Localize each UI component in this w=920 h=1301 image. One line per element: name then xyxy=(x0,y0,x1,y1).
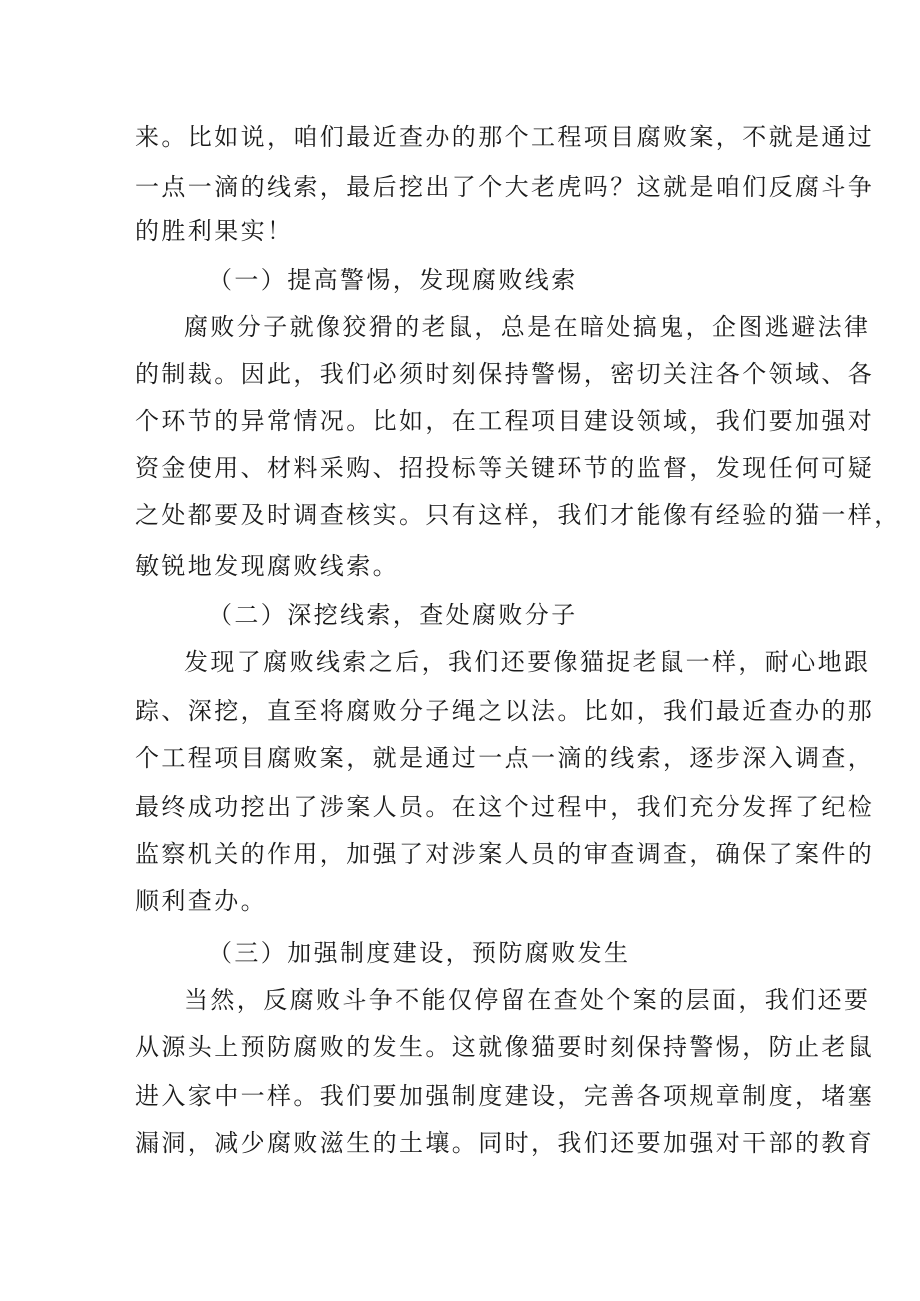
paragraph-line: 一点一滴的线索，最后挖出了个大老虎吗？这就是咱们反腐斗争 xyxy=(135,173,875,201)
paragraph-line: 腐败分子就像狡猾的老鼠，总是在暗处搞鬼，企图逃避法律 xyxy=(184,313,871,341)
paragraph-line: 资金使用、材料采购、招投标等关键环节的监督，发现任何可疑 xyxy=(135,454,875,482)
paragraph-line: 漏洞，减少腐败滋生的土壤。同时，我们还要加强对干部的教育 xyxy=(135,1129,875,1157)
paragraph-line: 的制裁。因此，我们必须时刻保持警惕，密切关注各个领域、各 xyxy=(135,360,875,388)
section-heading-3: （三）加强制度建设，预防腐败发生 xyxy=(208,939,631,967)
paragraph-line: 当然，反腐败斗争不能仅停留在查处个案的层面，我们还要 xyxy=(184,986,871,1014)
paragraph-line: 个工程项目腐败案，就是通过一点一滴的线索，逐步深入调查， xyxy=(135,744,875,772)
section-heading-2: （二）深挖线索，查处腐败分子 xyxy=(208,601,578,629)
paragraph-line: 踪、深挖，直至将腐败分子绳之以法。比如，我们最近查办的那 xyxy=(135,697,875,725)
section-heading-1: （一）提高警惕，发现腐败线索 xyxy=(208,266,578,294)
paragraph-line: 最终成功挖出了涉案人员。在这个过程中，我们充分发挥了纪检 xyxy=(135,793,875,821)
paragraph-line: 发现了腐败线索之后，我们还要像猫捉老鼠一样，耐心地跟 xyxy=(184,648,871,676)
paragraph-line: 来。比如说，咱们最近查办的那个工程项目腐败案，不就是通过 xyxy=(135,123,875,151)
paragraph-line: 之处都要及时调查核实。只有这样，我们才能像有经验的猫一样， xyxy=(135,501,901,529)
paragraph-line: 个环节的异常情况。比如，在工程项目建设领域，我们要加强对 xyxy=(135,407,875,435)
paragraph-line: 顺利查办。 xyxy=(135,887,267,915)
paragraph-line: 的胜利果实！ xyxy=(135,217,294,245)
paragraph-line: 监察机关的作用，加强了对涉案人员的审查调查，确保了案件的 xyxy=(135,840,875,868)
paragraph-line: 从源头上预防腐败的发生。这就像猫要时刻保持警惕，防止老鼠 xyxy=(135,1033,875,1061)
paragraph-line: 进入家中一样。我们要加强制度建设，完善各项规章制度，堵塞 xyxy=(135,1082,875,1110)
paragraph-line: 敏锐地发现腐败线索。 xyxy=(135,552,399,580)
